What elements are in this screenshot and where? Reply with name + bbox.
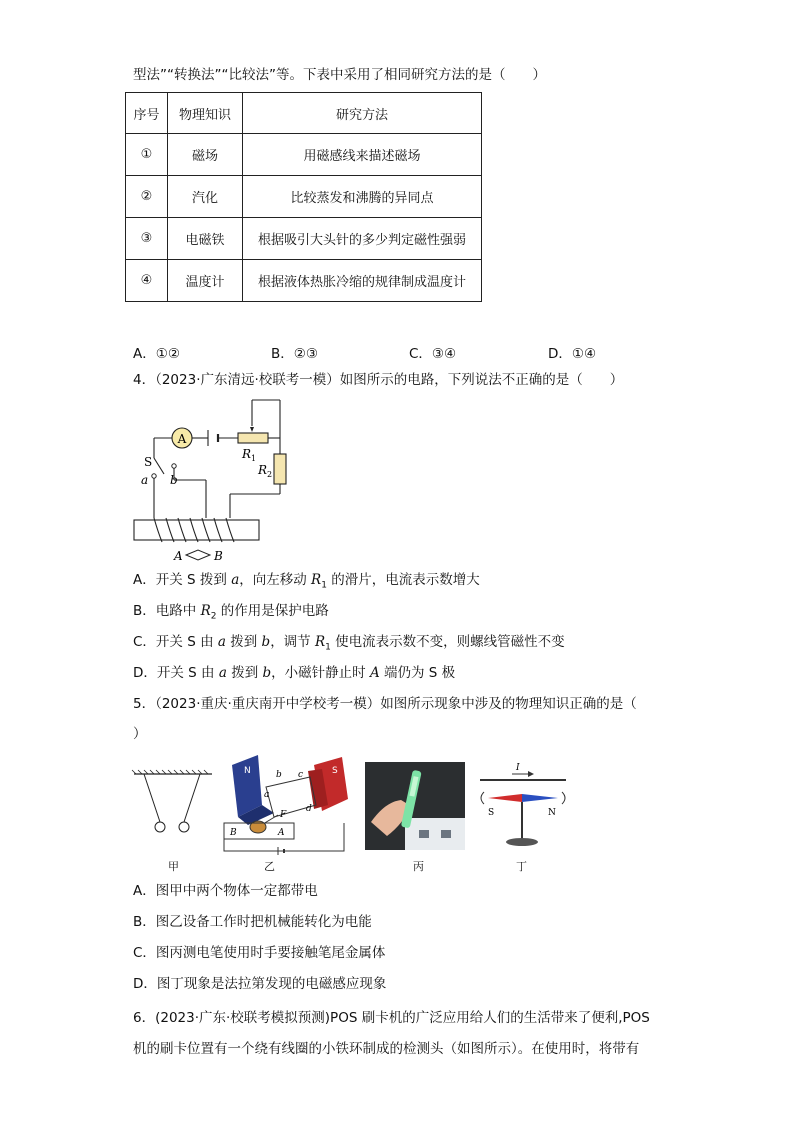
var: a: [217, 634, 226, 650]
q4-stem: 4．（2023·广东清远·校联考一模）如图所示的电路，下列说法不正确的是（ ）: [133, 372, 624, 388]
text: 的作用是保护电路: [216, 603, 329, 619]
text: 拨到: [226, 665, 263, 681]
r2-label: R: [258, 463, 268, 477]
force-f-label: F: [280, 810, 287, 820]
r1-subscript: 1: [251, 454, 257, 463]
var: b: [261, 634, 271, 650]
coil-d-label: d: [306, 804, 312, 814]
var: A: [369, 665, 380, 681]
needle-end-a: A: [174, 549, 183, 563]
q5-option-c[interactable]: C．图丙测电笔使用时手要接触笔尾金属体: [133, 945, 386, 961]
fig-yi-motor: [218, 755, 354, 855]
var: R: [200, 603, 211, 619]
q5-option-a[interactable]: A．图甲中两个物体一定都带电: [133, 883, 318, 899]
table-cell: 温度计: [168, 260, 243, 302]
coil-a-label: a: [264, 790, 270, 800]
var: R: [314, 634, 326, 650]
method-table: [125, 92, 482, 302]
q4-option-c[interactable]: [133, 633, 565, 657]
var: a: [231, 572, 240, 588]
needle-end-b: B: [214, 549, 223, 563]
switch-label: S: [144, 455, 153, 469]
table-cell: 根据吸引大头针的多少判定磁性强弱: [243, 218, 482, 260]
text: 使电流表示数不变，则螺线管磁性不变: [330, 634, 565, 650]
text: B．电路中: [133, 603, 201, 619]
var: a: [218, 665, 227, 681]
magnet-s-label: S: [332, 766, 338, 776]
r2-subscript: 2: [267, 470, 273, 479]
r1-label: R: [242, 447, 252, 461]
text: ，小磁针静止时: [271, 665, 370, 681]
table-cell: ③: [126, 218, 168, 260]
subscript: 1: [325, 642, 331, 653]
q6-line-2: 机的刷卡位置有一个绕有线圈的小铁环制成的检测头（如图所示）。在使用时，将带有: [133, 1041, 640, 1057]
table-cell: 根据液体热胀冷缩的规律制成温度计: [243, 260, 482, 302]
contact-b-label: b: [170, 473, 178, 487]
table-cell: ④: [126, 260, 168, 302]
table-row: [126, 134, 482, 176]
current-i-label: I: [516, 763, 520, 773]
brush-b-label: B: [230, 828, 237, 838]
table-cell: 电磁铁: [168, 218, 243, 260]
var: b: [262, 665, 272, 681]
text: D．开关 S 由: [133, 665, 219, 681]
text: C．开关 S 由: [133, 634, 218, 650]
subscript: 1: [321, 580, 327, 591]
q3-option-a[interactable]: A．①②: [133, 346, 180, 362]
var: R: [311, 572, 322, 588]
table-header: 序号: [126, 93, 168, 134]
caption-yi: 乙: [264, 860, 275, 873]
ammeter-label: A: [177, 432, 187, 446]
q4-option-b[interactable]: [133, 602, 329, 626]
fig-ding-oersted: [474, 760, 570, 850]
brush-a-label: A: [278, 828, 285, 838]
text: 的滑片，电流表示数增大: [326, 572, 480, 588]
subscript: 2: [210, 611, 217, 622]
q5-stem-end: ）: [133, 726, 147, 742]
needle-n-label: N: [548, 808, 556, 818]
caption-jia: 甲: [168, 860, 179, 873]
q5-stem: 5．（2023·重庆·重庆南开中学校考一模）如图所示现象中涉及的物理知识正确的是（: [133, 696, 637, 712]
table-cell: ②: [126, 176, 168, 218]
q5-option-b[interactable]: B．图乙设备工作时把机械能转化为电能: [133, 914, 372, 930]
fig-bing-test-pen: [365, 762, 465, 850]
table-row: [126, 176, 482, 218]
q4-option-a[interactable]: [133, 571, 480, 595]
table-cell: ①: [126, 134, 168, 176]
table-row: [126, 260, 482, 302]
q4-option-d[interactable]: [133, 664, 455, 682]
table-cell: 用磁感线来描述磁场: [243, 134, 482, 176]
fig-jia-pith-balls: [132, 770, 214, 840]
q4-circuit-diagram: [130, 396, 273, 564]
q3-option-c[interactable]: C．③④: [409, 346, 457, 362]
text: ，调节: [270, 634, 315, 650]
q5-option-d[interactable]: D．图丁现象是法拉第发现的电磁感应现象: [133, 976, 387, 992]
contact-a-label: a: [141, 473, 149, 487]
caption-bing: 丙: [413, 860, 424, 873]
coil-b-label: b: [276, 770, 282, 780]
text: A．开关 S 拨到: [133, 572, 232, 588]
table-row: [126, 218, 482, 260]
needle-s-label: S: [488, 808, 495, 818]
q3-option-b[interactable]: B．②③: [271, 346, 318, 362]
intro-line: 型法”“转换法”“比较法”等。下表中采用了相同研究方法的是（ ）: [133, 67, 546, 83]
table-cell: 磁场: [168, 134, 243, 176]
table-header-row: [126, 93, 482, 134]
q6-line-1: 6．(2023·广东·校联考模拟预测)POS 刷卡机的广泛应用给人们的生活带来了便利,POS: [133, 1010, 650, 1026]
caption-ding: 丁: [516, 860, 527, 873]
coil-c-label: c: [298, 770, 304, 780]
text: ，向左移动: [239, 572, 312, 588]
table-cell: 汽化: [168, 176, 243, 218]
table-header: 研究方法: [243, 93, 482, 134]
table-header: 物理知识: [168, 93, 243, 134]
magnet-n-label: N: [244, 766, 251, 776]
q3-option-d[interactable]: D．①④: [548, 346, 597, 362]
table-cell: 比较蒸发和沸腾的异同点: [243, 176, 482, 218]
text: 端仍为 S 极: [379, 665, 456, 681]
text: 拨到: [225, 634, 262, 650]
